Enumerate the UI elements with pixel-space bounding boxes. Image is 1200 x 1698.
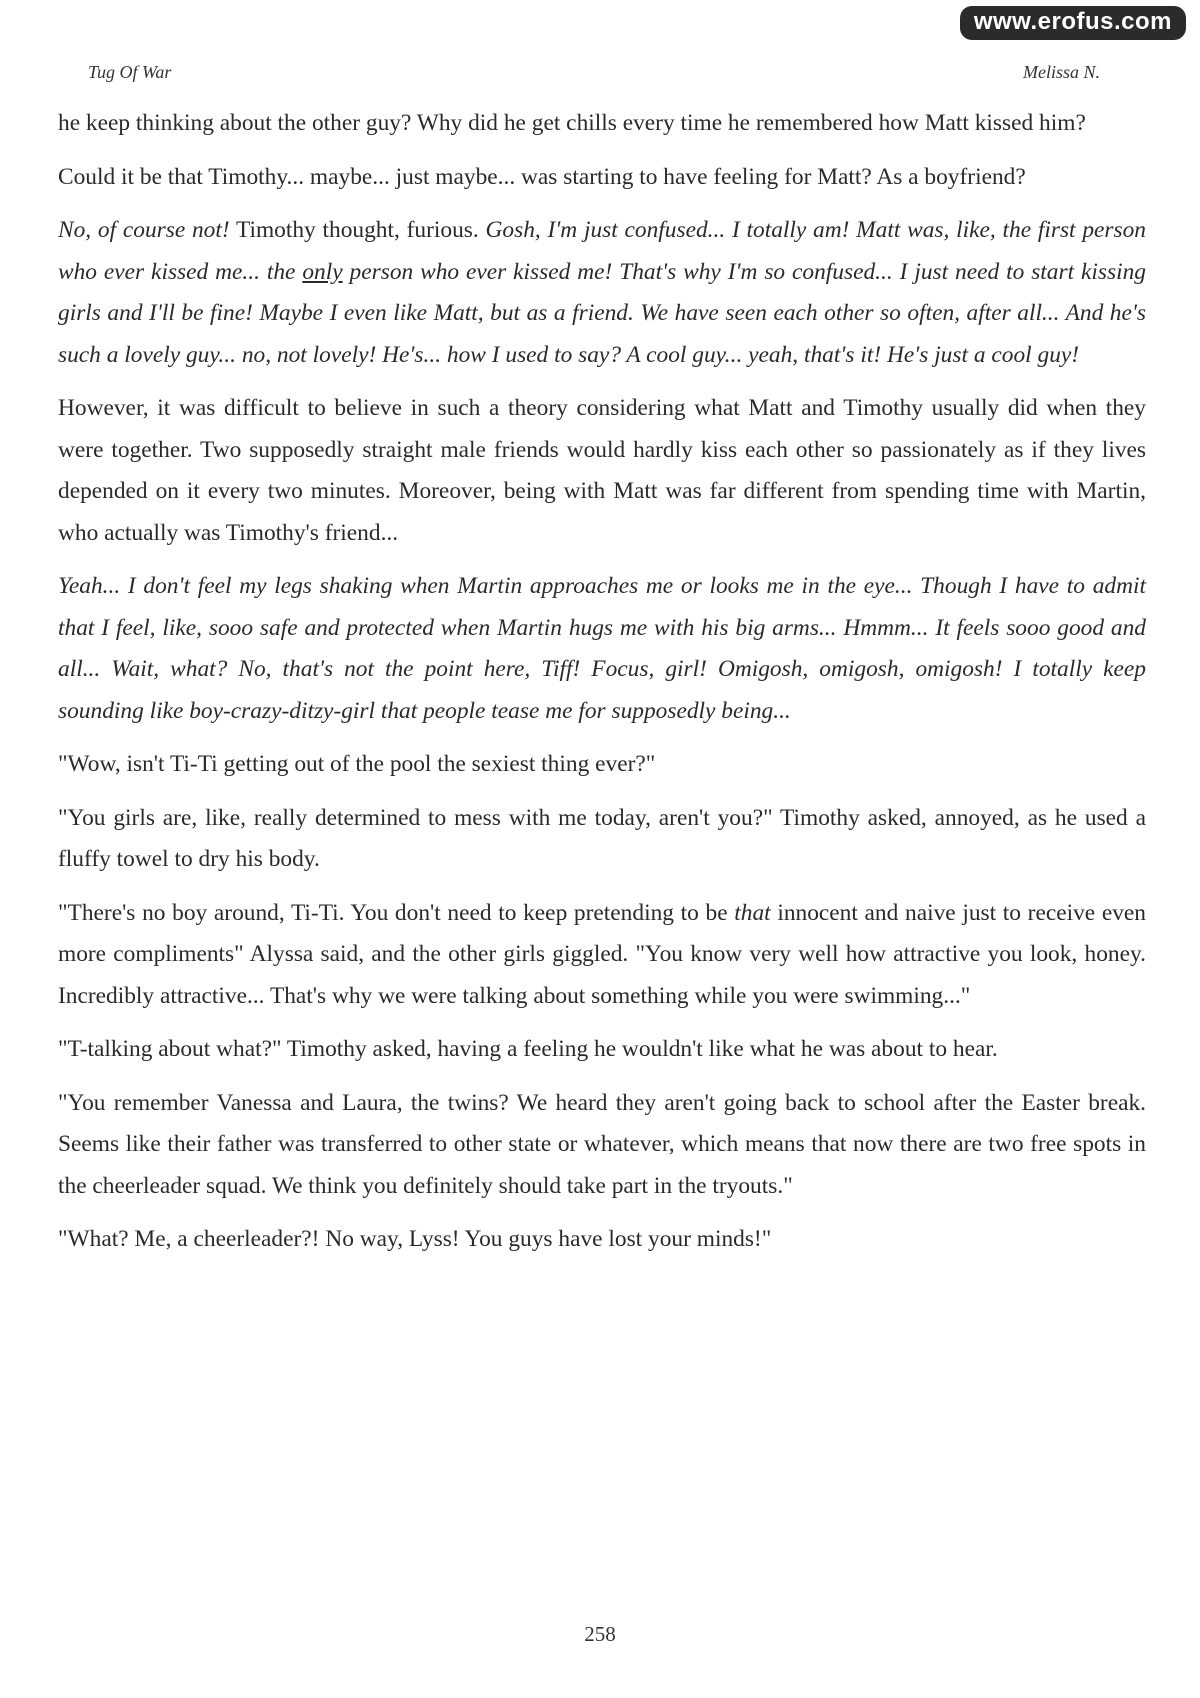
- paragraph: "T-talking about what?" Timothy asked, having a feeling he wouldn't like what he was about to hear.: [58, 1036, 998, 1062]
- paragraph: [58, 210, 1146, 376]
- paragraph: Yeah... I don't feel my legs shaking when Martin approaches me or looks me in the eye... Though I have to admit that I feel, like, sooo safe and protected when Martin hugs me with his big arms... Hmmm... It feels sooo good and all... Wait, what? No, that's not the point here, Tiff! Focus, girl! Omigosh, omigosh, omigosh! I totally keep sounding like boy-crazy-ditzy-girl that people tease me for supposedly being...: [58, 573, 1146, 724]
- paragraph: Could it be that Timothy... maybe... just maybe... was starting to have feeling for Matt? As a boyfriend?: [58, 163, 1026, 190]
- page-number: 258: [584, 1622, 616, 1646]
- paragraph: he keep thinking about the other guy? Why did he get chills every time he remembered how Matt kissed him?: [58, 110, 1086, 136]
- underlined-text: only: [302, 258, 343, 285]
- paragraph: [58, 893, 1146, 1018]
- text-span: Timothy thought, furious.: [229, 217, 486, 243]
- paragraph: "You remember Vanessa and Laura, the twins? We heard they aren't going back to school after the Easter break. Seems like their father was transferred to other state or whatever, which means that now there are two free spots in the cheerleader squad. We think you definitely should take part in the tryouts.": [58, 1089, 1146, 1199]
- paragraph: "What? Me, a cheerleader?! No way, Lyss! You guys have lost your minds!": [58, 1226, 772, 1252]
- text-span: innocent and naive just to receive even more compliments" Alyssa said, and the other girls giggled. "You know very well how attractive you look, honey. Incredibly attractive... That's why we were talking about something while you were swimming...": [58, 899, 1146, 1009]
- italic-text: Gosh, I'm just confused... I totally am! Matt was, like, the first person who ever kissed me... the: [58, 217, 1146, 285]
- paragraph: "Wow, isn't Ti-Ti getting out of the pool the sexiest thing ever?": [58, 751, 656, 777]
- text-span: "There's no boy around, Ti-Ti. You don't need to keep pretending to be: [58, 899, 735, 926]
- italic-text: that: [734, 899, 771, 926]
- author-name: Melissa N.: [1022, 62, 1100, 82]
- paragraph: "You girls are, like, really determined to mess with me today, aren't you?" Timothy asked, annoyed, as he used a fluffy towel to dry his body.: [58, 804, 1146, 872]
- watermark: www.erofus.com: [960, 6, 1186, 40]
- page-body: [58, 103, 1146, 1273]
- italic-text: person who ever kissed me! That's why I'm so confused... I just need to start kissing girls and I'll be fine! Maybe I even like Matt, but as a friend. We have seen each other so often, after all... And he's such a lovely guy... no, not lovely! He's... how I used to say? A cool guy... yeah, that's it! He's just a cool guy!: [58, 258, 1146, 368]
- running-head: [88, 62, 1100, 83]
- paragraph: However, it was difficult to believe in such a theory considering what Matt and Timothy usually did when they were together. Two supposedly straight male friends would hardly kiss each other so passionately as if they lives depended on it every two minutes. Moreover, being with Matt was far different from spending time with Martin, who actually was Timothy's friend...: [58, 395, 1146, 546]
- italic-text: No, of course not!: [58, 217, 230, 243]
- book-title: Tug Of War: [88, 62, 172, 82]
